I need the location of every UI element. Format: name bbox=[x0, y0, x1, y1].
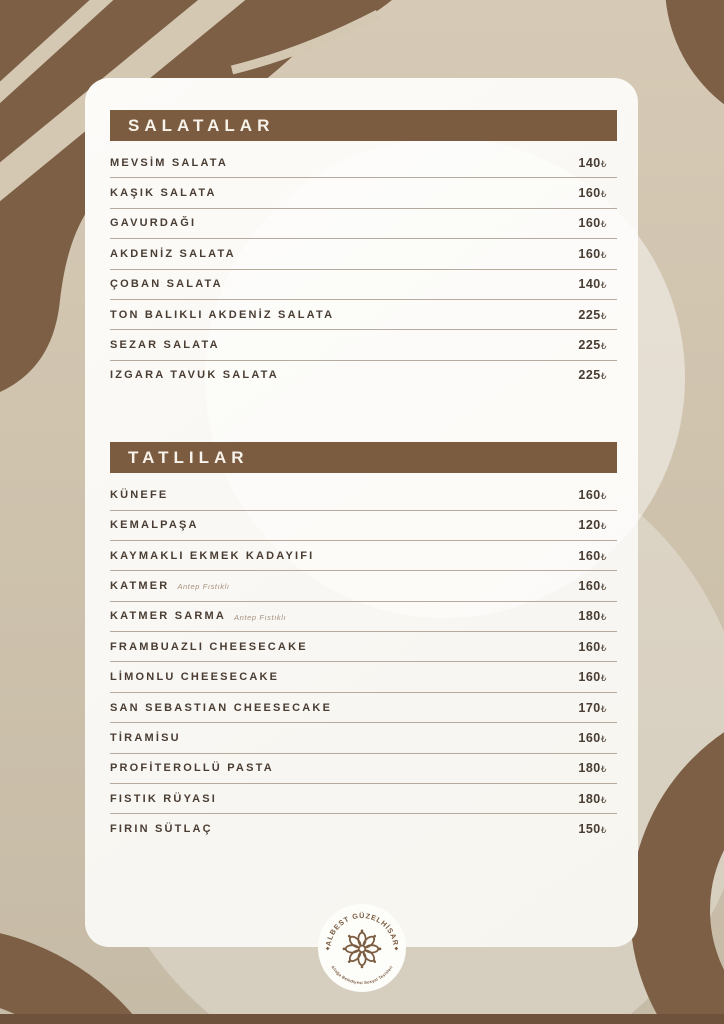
menu-item-name: TİRAMİSU bbox=[110, 731, 181, 744]
menu-item-price bbox=[578, 247, 617, 261]
menu-item-price bbox=[578, 731, 617, 745]
lira-symbol: ₺ bbox=[600, 825, 607, 836]
menu-item-name: KATMER bbox=[110, 579, 170, 592]
price-value: 225 bbox=[578, 368, 601, 383]
price-value: 225 bbox=[578, 307, 601, 322]
menu-item-row bbox=[110, 209, 617, 239]
menu-item-name: TON BALIKLI AKDENİZ SALATA bbox=[110, 308, 335, 321]
menu-item-name: FRAMBUAZLI CHEESECAKE bbox=[110, 640, 308, 653]
section-title: TATLILAR bbox=[128, 447, 249, 467]
menu-item-name: PROFİTEROLLÜ PASTA bbox=[110, 762, 274, 775]
menu-item-row bbox=[110, 754, 617, 784]
price-value: 120 bbox=[578, 518, 601, 533]
menu-section bbox=[110, 442, 617, 844]
menu-item-price bbox=[578, 186, 617, 200]
section-rows bbox=[110, 480, 617, 844]
menu-item-price bbox=[578, 518, 617, 532]
menu-item-note: Antep Fıstıklı bbox=[234, 612, 287, 622]
menu-item-price bbox=[578, 277, 617, 291]
lira-symbol: ₺ bbox=[600, 581, 607, 592]
menu-item-price bbox=[578, 156, 617, 170]
menu-item-name: AKDENİZ SALATA bbox=[110, 247, 236, 260]
lira-symbol: ₺ bbox=[600, 490, 607, 501]
menu-item-row bbox=[110, 178, 617, 208]
logo-top-text: ALBEST GÜZELHİSAR bbox=[323, 911, 401, 947]
menu-item-price bbox=[578, 670, 617, 684]
price-value: 160 bbox=[578, 186, 601, 201]
menu-item-name: MEVSİM SALATA bbox=[110, 156, 229, 169]
menu-item-row bbox=[110, 148, 617, 178]
menu-item-row bbox=[110, 541, 617, 571]
menu-item-row bbox=[110, 361, 617, 390]
menu-item-price bbox=[578, 549, 617, 563]
price-value: 160 bbox=[578, 216, 601, 231]
lira-symbol: ₺ bbox=[600, 551, 607, 562]
price-value: 180 bbox=[578, 791, 601, 806]
section-header bbox=[110, 442, 617, 473]
menu-item-name: SAN SEBASTIAN CHEESECAKE bbox=[110, 701, 333, 714]
menu-item-price bbox=[578, 640, 617, 654]
menu-item-row bbox=[110, 571, 617, 601]
menu-item-row bbox=[110, 239, 617, 269]
menu-item-row bbox=[110, 300, 617, 330]
menu-item-name: KÜNEFE bbox=[110, 488, 169, 501]
price-value: 170 bbox=[578, 700, 601, 715]
menu-item-price bbox=[578, 488, 617, 502]
lira-symbol: ₺ bbox=[600, 764, 607, 775]
menu-item-row bbox=[110, 270, 617, 300]
price-value: 160 bbox=[578, 548, 601, 563]
menu-item-price bbox=[578, 609, 617, 623]
restaurant-logo bbox=[318, 904, 406, 992]
lira-symbol: ₺ bbox=[600, 189, 607, 200]
price-value: 225 bbox=[578, 338, 601, 353]
menu-item-price bbox=[578, 701, 617, 715]
price-value: 180 bbox=[578, 761, 601, 776]
menu-item-name: KAŞIK SALATA bbox=[110, 187, 217, 200]
lira-symbol: ₺ bbox=[600, 371, 607, 382]
menu-item-name: KEMALPAŞA bbox=[110, 519, 199, 532]
menu-item-price bbox=[578, 579, 617, 593]
menu-item-row bbox=[110, 480, 617, 510]
lira-symbol: ₺ bbox=[600, 794, 607, 805]
menu-item-row bbox=[110, 602, 617, 632]
menu-item-name: ÇOBAN SALATA bbox=[110, 278, 223, 291]
menu-item-row bbox=[110, 511, 617, 541]
lira-symbol: ₺ bbox=[600, 310, 607, 321]
menu-item-price bbox=[578, 216, 617, 230]
menu-item-name: GAVURDAĞI bbox=[110, 217, 197, 230]
logo-bottom-text: Aliağa Belediyesi Sosyal Tesisleri bbox=[330, 964, 394, 986]
bottom-strip bbox=[0, 1014, 724, 1024]
price-value: 140 bbox=[578, 155, 601, 170]
menu-item-price bbox=[578, 338, 617, 352]
lira-symbol: ₺ bbox=[600, 703, 607, 714]
lira-symbol: ₺ bbox=[600, 158, 607, 169]
menu-item-name: KAYMAKLI EKMEK KADAYIFI bbox=[110, 549, 315, 562]
section-header bbox=[110, 110, 617, 141]
price-value: 160 bbox=[578, 578, 601, 593]
price-value: 180 bbox=[578, 609, 601, 624]
lira-symbol: ₺ bbox=[600, 521, 607, 532]
menu-sections bbox=[110, 110, 617, 844]
menu-item-price bbox=[578, 792, 617, 806]
menu-item-price bbox=[578, 308, 617, 322]
menu-item-note: Antep Fıstıklı bbox=[177, 582, 230, 592]
lira-symbol: ₺ bbox=[600, 219, 607, 230]
menu-item-name: FIRIN SÜTLAÇ bbox=[110, 823, 213, 836]
price-value: 160 bbox=[578, 246, 601, 261]
lira-symbol: ₺ bbox=[600, 341, 607, 352]
menu-item-row bbox=[110, 693, 617, 723]
price-value: 160 bbox=[578, 730, 601, 745]
menu-item-row bbox=[110, 662, 617, 692]
price-value: 160 bbox=[578, 670, 601, 685]
menu-item-name: KATMER SARMA bbox=[110, 610, 227, 623]
menu-item-row bbox=[110, 632, 617, 662]
menu-item-name: IZGARA TAVUK SALATA bbox=[110, 369, 279, 382]
menu-item-row bbox=[110, 814, 617, 843]
menu-item-row bbox=[110, 723, 617, 753]
menu-card bbox=[85, 78, 638, 947]
lira-symbol: ₺ bbox=[600, 249, 607, 260]
section-rows bbox=[110, 148, 617, 390]
menu-item-price bbox=[578, 368, 617, 382]
lira-symbol: ₺ bbox=[600, 733, 607, 744]
lira-symbol: ₺ bbox=[600, 673, 607, 684]
menu-item-row bbox=[110, 330, 617, 360]
top-right-circle bbox=[665, 0, 724, 135]
price-value: 140 bbox=[578, 277, 601, 292]
price-value: 160 bbox=[578, 639, 601, 654]
menu-item-name: FISTIK RÜYASI bbox=[110, 792, 218, 805]
price-value: 160 bbox=[578, 487, 601, 502]
menu-item-price bbox=[578, 761, 617, 775]
menu-item-price bbox=[578, 822, 617, 836]
lira-symbol: ₺ bbox=[600, 280, 607, 291]
section-title: SALATALAR bbox=[128, 115, 275, 135]
menu-item-row bbox=[110, 784, 617, 814]
menu-section bbox=[110, 110, 617, 390]
menu-item-name: SEZAR SALATA bbox=[110, 339, 220, 352]
price-value: 150 bbox=[578, 822, 601, 837]
lira-symbol: ₺ bbox=[600, 612, 607, 623]
lira-symbol: ₺ bbox=[600, 642, 607, 653]
menu-item-name: LİMONLU CHEESECAKE bbox=[110, 671, 280, 684]
